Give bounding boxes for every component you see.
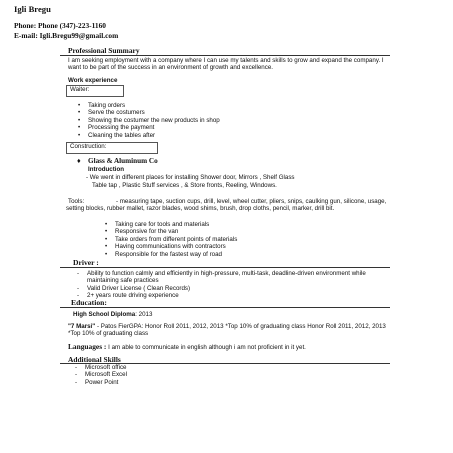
education-divider	[60, 307, 390, 308]
school-details: - Patos FierGPA: Honor Roll 2011, 2012, 2013 *Top 10% of graduating class Honor Roll 2011, 2012, 2013 *Top 10% of graduating class	[68, 323, 386, 338]
skills-heading: Additional Skills	[68, 355, 121, 364]
school-name: "7 Marsi"	[68, 323, 96, 330]
list-item: - 2+ years route driving experience	[87, 292, 397, 299]
list-item: - Microsoft office	[85, 364, 127, 371]
phone-line: Phone: Phone (347)-223-1160	[14, 21, 106, 30]
construction-duties-list	[115, 221, 237, 258]
skills-list	[85, 364, 127, 386]
summary-text: I am seeking employment with a company where I can use my talents and skills to grow and expand the company. I want to be part of the success in an environment of growth and excellence.	[68, 57, 384, 72]
list-item: • Showing the costumer the new products in shop	[88, 117, 220, 124]
list-item: • Take orders from different points of materials	[115, 236, 237, 243]
driver-divider	[60, 267, 390, 268]
candidate-name: Igli Bregu	[14, 4, 51, 14]
list-item: - Ability to function calmly and efficiently in high-pressure, multi-task, deadline-driven environment while maintaining safe practices	[87, 270, 397, 285]
waiter-duties-list	[88, 102, 220, 139]
list-item: • Responsive for the van	[115, 228, 237, 235]
work-heading: Work experience	[68, 77, 118, 84]
education-heading: Education:	[71, 298, 107, 307]
waiter-label: Waiter:	[70, 86, 90, 93]
intro-label: Introduction	[88, 166, 125, 173]
list-item: • Cleaning the tables after	[88, 132, 220, 139]
email-line: E-mail: Igli.Bregu99@gmail.com	[14, 31, 119, 40]
driver-heading: Driver :	[73, 258, 99, 267]
languages-heading: Languages :	[68, 342, 107, 351]
list-item: • Taking care for tools and materials	[115, 221, 237, 228]
intro-text: - We went in different places for installing Shower door, Mirrors , Shelf Glass	[86, 174, 295, 181]
construction-label: Construction:	[70, 143, 107, 150]
list-item: • Serve the costumers	[88, 109, 220, 116]
tools-text: - measuring tape, suction cups, drill, level, wheel cutter, pliers, snips, caulking gun, silicone, usage, setting blocks, rubber mallet, razor blades, wood shims, brush, drop cloths, pencil, marker, drill bit.	[66, 198, 387, 213]
list-item: - Power Point	[85, 379, 127, 386]
company-bullet: ♦	[77, 157, 81, 165]
languages-line	[68, 343, 306, 351]
diploma-year: : 2013	[135, 311, 153, 318]
list-item: • Processing the payment	[88, 124, 220, 131]
intro-text-2: Table tap , Plastic Stuff services , & Store fronts, Reeling, Windows.	[92, 182, 277, 189]
list-item: - Valid Driver License ( Clean Records)	[87, 285, 397, 292]
languages-text: I am able to communicate in english although i am not proficient in it yet.	[108, 344, 306, 351]
list-item: • Taking orders	[88, 102, 220, 109]
list-item: • Responsible for the fastest way of road	[115, 251, 237, 258]
summary-divider	[60, 55, 390, 56]
list-item: - Microsoft Excel	[85, 371, 127, 378]
diploma-line	[73, 311, 152, 318]
summary-heading: Professional Summary	[68, 46, 140, 55]
diploma-label: High School Diploma	[73, 311, 136, 318]
company-name: Glass & Aluminum Co	[88, 157, 158, 165]
tools-label: Tools:	[68, 198, 85, 205]
list-item: • Having communications with contractors	[115, 243, 237, 250]
school-text	[68, 323, 393, 338]
driver-list	[87, 270, 397, 300]
